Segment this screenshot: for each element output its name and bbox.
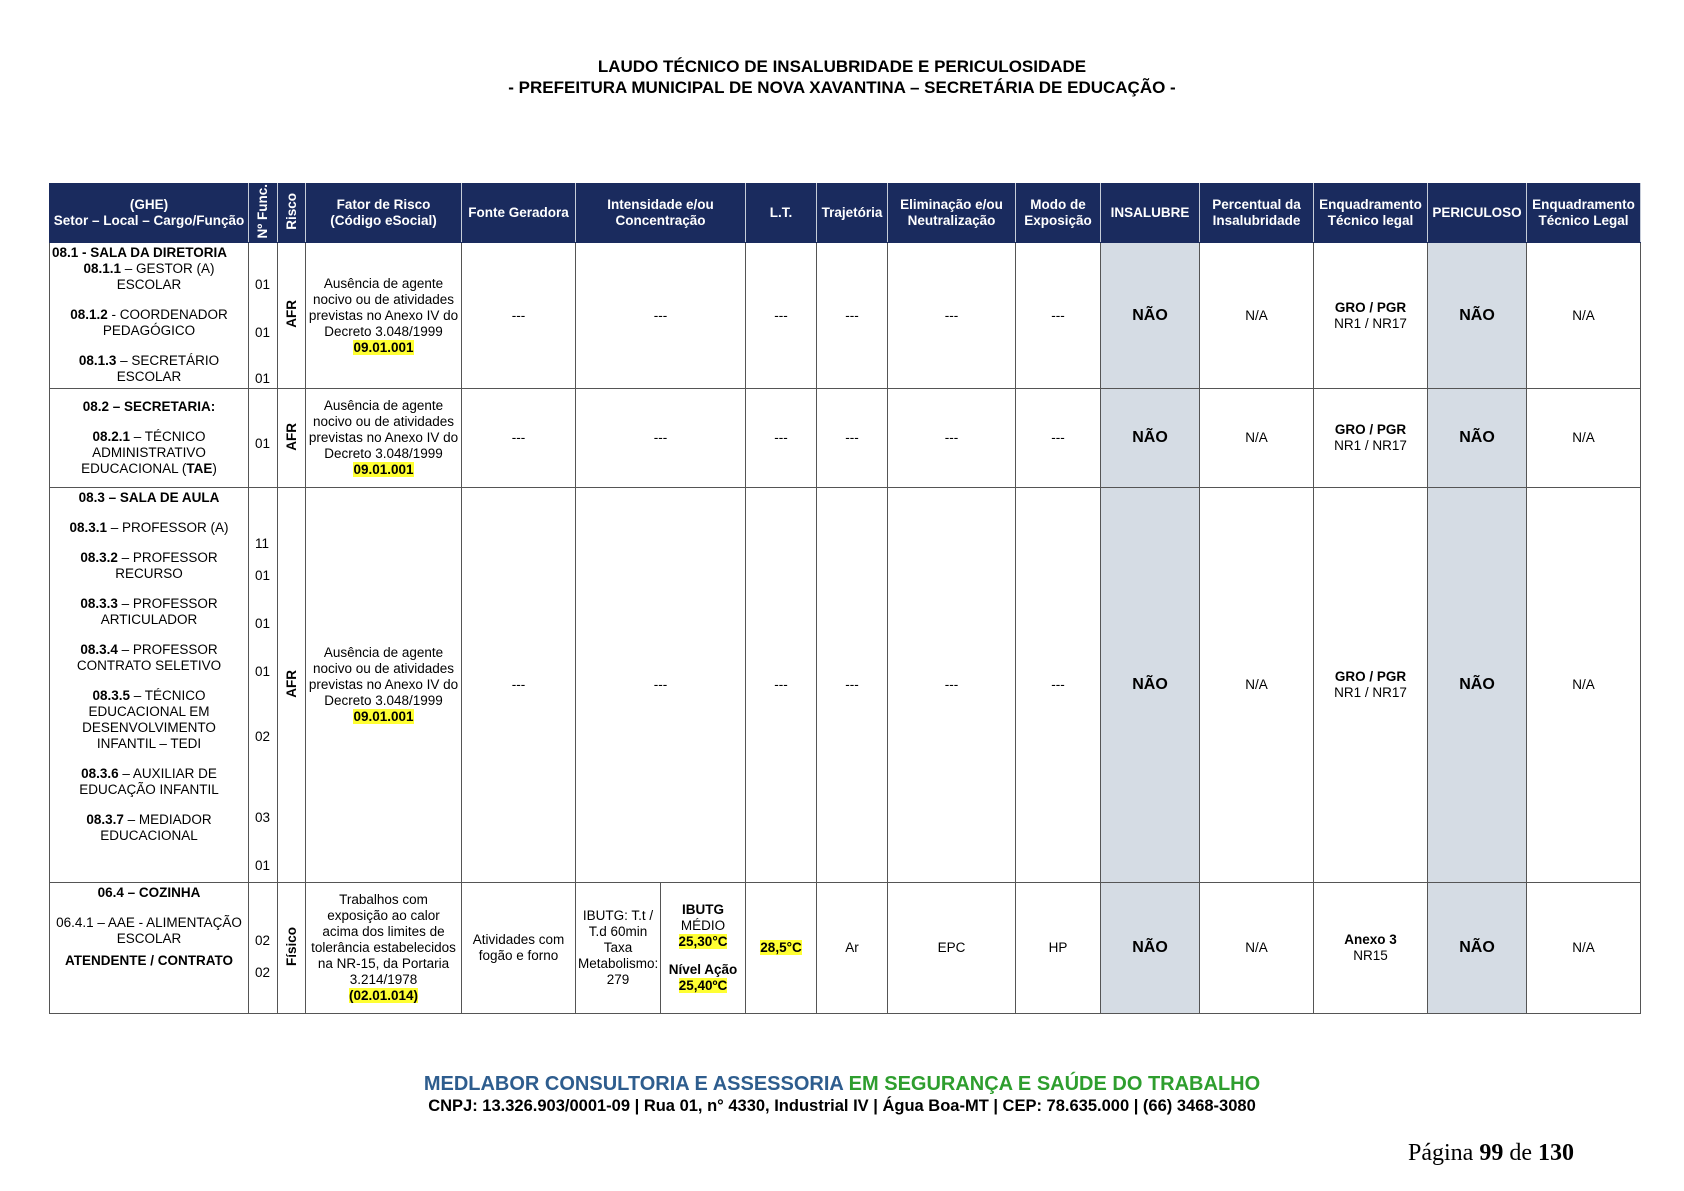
intensidade-cell: --- [576,389,746,488]
nfunc-cell: 01 [249,389,278,488]
table-row [50,389,1641,488]
percentual-cell: N/A [1200,389,1314,488]
col-risco: Risco [278,184,306,243]
intensidade-cell: IBUTG: T.t / T.d 60min Taxa Metabolismo: 279 [576,883,661,1014]
footer-address: CNPJ: 13.326.903/0001-09 | Rua 01, n° 4330, Industrial IV | Água Boa-MT | CEP: 78.635.000 | (66) 3468-3080 [428,1097,1256,1115]
lt-cell: --- [746,488,817,883]
fator-cell: Ausência de agente nocivo ou de atividades previstas no Anexo IV do Decreto 3.048/1999 09.01.001 [306,243,462,389]
periculoso-cell: NÃO [1428,389,1527,488]
enquadramento-legal-cell: N/A [1527,243,1641,389]
fonte-cell: Atividades com fogão e forno [462,883,576,1014]
enquadramento-cell: GRO / PGR NR1 / NR17 [1314,488,1428,883]
risco-cell: AFR [278,389,306,488]
risco-cell: AFR [278,243,306,389]
risk-table [49,183,1641,1014]
table-row [50,488,1641,883]
fator-cell: Trabalhos com exposição ao calor acima dos limites de tolerância estabelecidos na NR-15, da Portaria 3.214/1978 (02.01.014) [306,883,462,1014]
footer-company [0,1073,1684,1096]
enquadramento-legal-cell: N/A [1527,883,1641,1014]
col-insalubre: INSALUBRE [1101,184,1200,243]
company-tagline: EM SEGURANÇA E SAÚDE DO TRABALHO [843,1073,1261,1095]
modo-cell: --- [1016,389,1101,488]
document-title: LAUDO TÉCNICO DE INSALUBRIDADE E PERICULOSIDADE [597,57,1087,76]
table-row [50,243,1641,389]
modo-cell: --- [1016,488,1101,883]
col-fonte: Fonte Geradora [462,184,576,243]
percentual-cell: N/A [1200,883,1314,1014]
col-percentual: Percentual da Insalubridade [1200,184,1314,243]
risco-cell: AFR [278,488,306,883]
nfunc-cell: 11 01 01 01 02 03 01 [249,488,278,883]
col-trajetoria: Trajetória [817,184,888,243]
modo-cell: HP [1016,883,1101,1014]
col-eliminacao: Eliminação e/ou Neutralização [888,184,1016,243]
nfunc-cell: 01 01 01 [249,243,278,389]
col-intensidade: Intensidade e/ou Concentração [576,184,746,243]
fonte-cell: --- [462,389,576,488]
insalubre-cell: NÃO [1101,389,1200,488]
insalubre-cell: NÃO [1101,488,1200,883]
col-nfunc: Nº Func. [249,184,278,243]
col-fator: Fator de Risco (Código eSocial) [306,184,462,243]
eliminacao-cell: --- [888,488,1016,883]
lt-cell: 28,5°C [746,883,817,1014]
col-modo: Modo de Exposição [1016,184,1101,243]
intensidade-cell: --- [576,488,746,883]
table-row [50,883,1641,1014]
intensidade-cell: --- [576,243,746,389]
eliminacao-cell: EPC [888,883,1016,1014]
enquadramento-cell: GRO / PGR NR1 / NR17 [1314,243,1428,389]
setor-cell: 08.1 - SALA DA DIRETORIA 08.1.1 – GESTOR (A) ESCOLAR 08.1.2 - COORDENADOR PEDAGÓGICO 08.1.3 – SECRETÁRIO ESCOLAR [50,243,249,389]
setor-cell: 06.4 – COZINHA 06.4.1 – AAE - ALIMENTAÇÃO ESCOLAR ATENDENTE / CONTRATO [50,883,249,1014]
trajetoria-cell: --- [817,389,888,488]
table-header-row [50,184,1641,243]
document-subtitle: - PREFEITURA MUNICIPAL DE NOVA XAVANTINA – SECRETÁRIA DE EDUCAÇÃO - [508,78,1176,97]
setor-cell: 08.3 – SALA DE AULA 08.3.1 – PROFESSOR (A) 08.3.2 – PROFESSOR RECURSO 08.3.3 – PROFESSOR ARTICULADOR 08.3.4 – PROFESSOR CONTRATO SELETIVO 08.3.5 – TÉCNICO EDUCACIONAL EM DESENVOLVIMENTO INFANTIL – TEDI 08.3.6 – AUXILIAR DE EDUCAÇÃO INFANTIL 08.3.7 – MEDIADOR EDUCACIONAL [50,488,249,883]
col-lt: L.T. [746,184,817,243]
setor-cell: 08.2 – SECRETARIA: 08.2.1 – TÉCNICO ADMINISTRATIVO EDUCACIONAL (TAE) [50,389,249,488]
fator-cell: Ausência de agente nocivo ou de atividades previstas no Anexo IV do Decreto 3.048/1999 09.01.001 [306,488,462,883]
trajetoria-cell: Ar [817,883,888,1014]
percentual-cell: N/A [1200,488,1314,883]
periculoso-cell: NÃO [1428,883,1527,1014]
enquadramento-cell: Anexo 3 NR15 [1314,883,1428,1014]
trajetoria-cell: --- [817,488,888,883]
lt-cell: --- [746,389,817,488]
col-enquadramento-2: Enquadramento Técnico Legal [1527,184,1641,243]
nfunc-cell: 02 02 [249,883,278,1014]
document-header [0,56,1684,98]
enquadramento-legal-cell: N/A [1527,488,1641,883]
enquadramento-legal-cell: N/A [1527,389,1641,488]
insalubre-cell: NÃO [1101,243,1200,389]
intensidade-values-cell: IBUTG MÉDIO 25,30°C Nível Ação 25,40ºC [661,883,746,1014]
eliminacao-cell: --- [888,243,1016,389]
trajetoria-cell: --- [817,243,888,389]
fator-cell: Ausência de agente nocivo ou de atividades previstas no Anexo IV do Decreto 3.048/1999 09.01.001 [306,389,462,488]
periculoso-cell: NÃO [1428,488,1527,883]
col-enquadramento-1: Enquadramento Técnico legal [1314,184,1428,243]
modo-cell: --- [1016,243,1101,389]
eliminacao-cell: --- [888,389,1016,488]
periculoso-cell: NÃO [1428,243,1527,389]
page-number: Página 99 de 130 [1408,1140,1574,1166]
risco-cell: Físico [278,883,306,1014]
col-periculoso: PERICULOSO [1428,184,1527,243]
insalubre-cell: NÃO [1101,883,1200,1014]
lt-cell: --- [746,243,817,389]
percentual-cell: N/A [1200,243,1314,389]
fonte-cell: --- [462,488,576,883]
enquadramento-cell: GRO / PGR NR1 / NR17 [1314,389,1428,488]
col-ghe: (GHE) Setor – Local – Cargo/Função [50,184,249,243]
company-name: MEDLABOR CONSULTORIA E ASSESSORIA [423,1073,844,1095]
fonte-cell: --- [462,243,576,389]
